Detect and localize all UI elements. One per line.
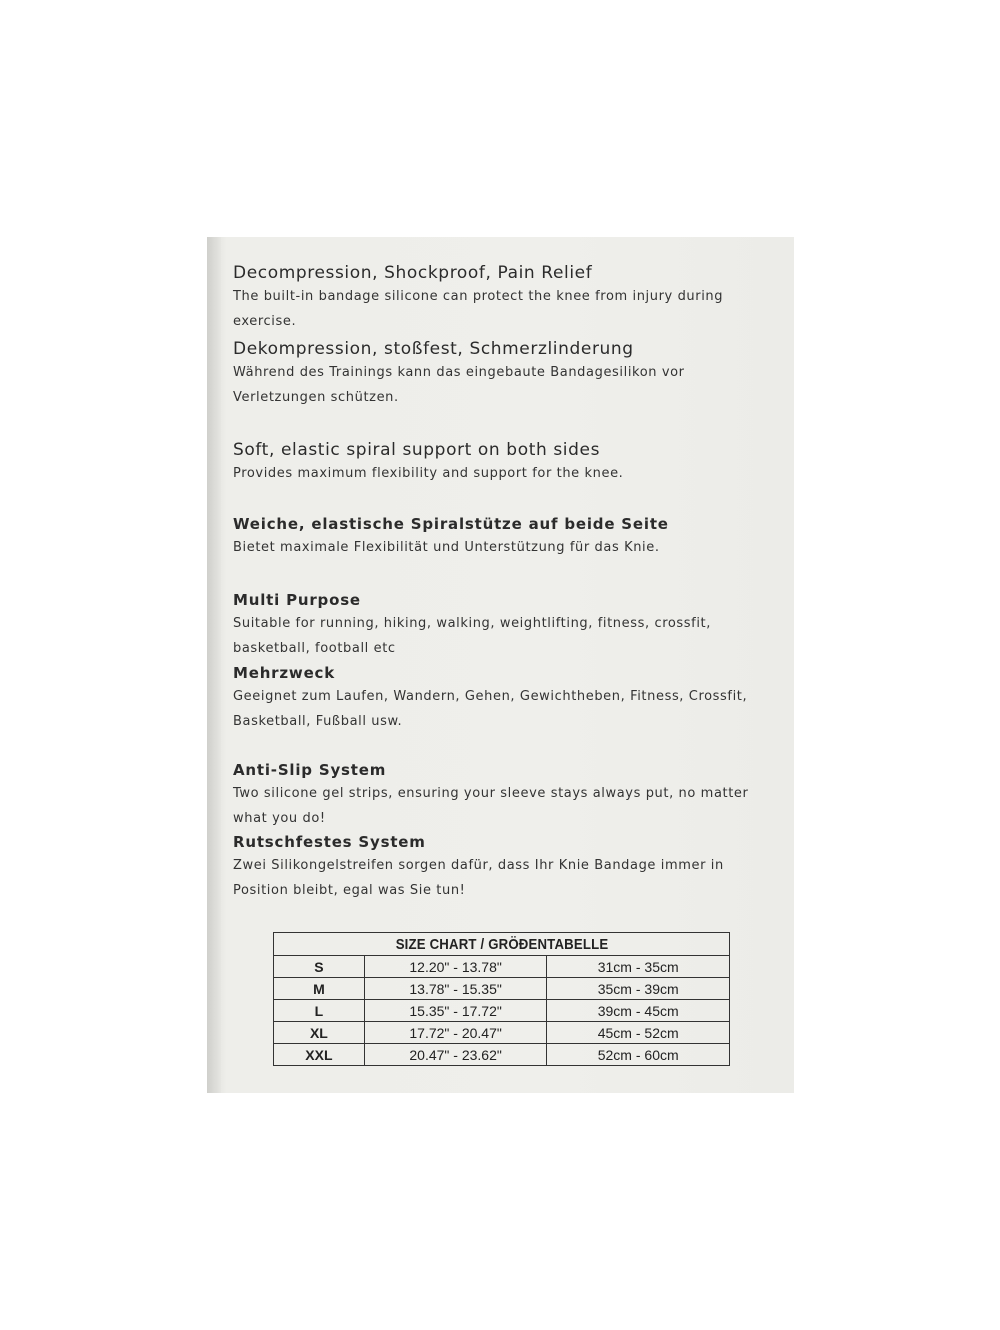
inch-range-cell: 15.35" - 17.72" bbox=[364, 1000, 547, 1022]
section-text: Two silicone gel strips, ensuring your sleeve stays always put, no matter what you do! bbox=[233, 786, 749, 826]
section-title: Weiche, elastische Spiralstütze auf beide Seite bbox=[233, 515, 669, 533]
size-cell: M bbox=[274, 978, 365, 1000]
section-decompression-en bbox=[233, 262, 773, 334]
section-antislip-de bbox=[233, 831, 773, 903]
section-title: Rutschfestes System bbox=[233, 833, 426, 851]
table-row bbox=[274, 1022, 730, 1044]
cm-range-cell: 39cm - 45cm bbox=[547, 1000, 730, 1022]
inch-range-cell: 12.20" - 13.78" bbox=[364, 956, 547, 978]
size-chart-table bbox=[273, 932, 730, 1066]
section-title: Anti-Slip System bbox=[233, 761, 387, 779]
size-chart-title: SIZE CHART / GRÖĐENTABELLE bbox=[301, 933, 702, 956]
section-title: Mehrzweck bbox=[233, 664, 336, 682]
section-multipurpose-en bbox=[233, 589, 773, 661]
section-spiral-en bbox=[233, 439, 773, 486]
cm-range-cell: 52cm - 60cm bbox=[547, 1044, 730, 1066]
section-title: Decompression, Shockproof, Pain Relief bbox=[233, 263, 593, 283]
table-row bbox=[274, 956, 730, 978]
table-row bbox=[274, 1044, 730, 1066]
section-text: Bietet maximale Flexibilität und Unterstützung für das Knie. bbox=[233, 540, 660, 555]
cm-range-cell: 35cm - 39cm bbox=[547, 978, 730, 1000]
inch-range-cell: 20.47" - 23.62" bbox=[364, 1044, 547, 1066]
section-text: Provides maximum flexibility and support for the knee. bbox=[233, 466, 624, 481]
section-text: Während des Trainings kann das eingebaute Bandagesilikon vor Verletzungen schützen. bbox=[233, 365, 685, 405]
section-decompression-de bbox=[233, 338, 773, 410]
cm-range-cell: 31cm - 35cm bbox=[547, 956, 730, 978]
section-text: The built-in bandage silicone can protect the knee from injury during exercise. bbox=[233, 289, 724, 329]
section-text: Suitable for running, hiking, walking, weightlifting, fitness, crossfit, basketball, football etc bbox=[233, 616, 711, 656]
section-text: Geeignet zum Laufen, Wandern, Gehen, Gewichtheben, Fitness, Crossfit, Basketball, Fußball usw. bbox=[233, 689, 748, 729]
size-cell: S bbox=[274, 956, 365, 978]
section-title: Multi Purpose bbox=[233, 591, 361, 609]
table-row bbox=[274, 1000, 730, 1022]
inch-range-cell: 17.72" - 20.47" bbox=[364, 1022, 547, 1044]
cm-range-cell: 45cm - 52cm bbox=[547, 1022, 730, 1044]
section-title: Soft, elastic spiral support on both sides bbox=[233, 440, 601, 460]
packaging-edge bbox=[207, 237, 221, 1093]
section-antislip-en bbox=[233, 759, 773, 831]
size-cell: XL bbox=[274, 1022, 365, 1044]
section-title: Dekompression, stoßfest, Schmerzlinderung bbox=[233, 339, 634, 359]
section-multipurpose-de bbox=[233, 662, 773, 734]
section-text: Zwei Silikongelstreifen sorgen dafür, dass Ihr Knie Bandage immer in Position bleibt, egal was Sie tun! bbox=[233, 858, 724, 898]
inch-range-cell: 13.78" - 15.35" bbox=[364, 978, 547, 1000]
section-spiral-de bbox=[233, 513, 773, 560]
size-cell: XXL bbox=[274, 1044, 365, 1066]
table-row bbox=[274, 978, 730, 1000]
size-cell: L bbox=[274, 1000, 365, 1022]
